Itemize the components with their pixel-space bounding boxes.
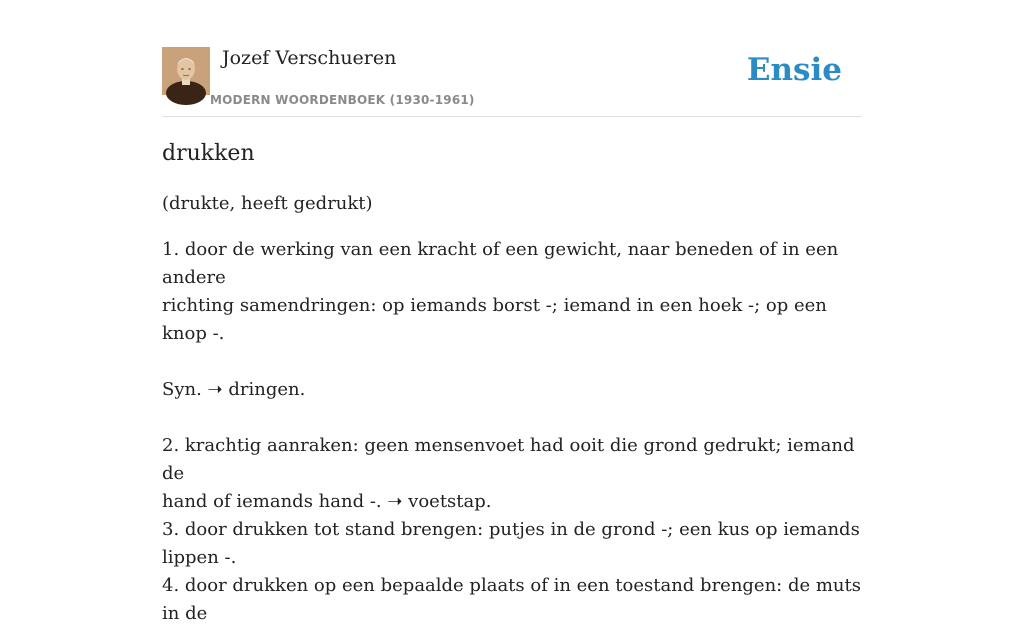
ensie-logo[interactable]: Ensie [746,52,842,88]
definition-line: 1. door de werking van een kracht of een gewicht, naar beneden of in een andere [162,239,839,288]
header [162,46,862,117]
portrait-image [162,47,210,95]
definition-line: Syn. ➝ dringen. [162,379,306,400]
definition-line: 4. door drukken op een bepaalde plaats of in een toestand brengen: de muts in de [162,575,861,624]
entry-definition [162,236,867,628]
definition-line: richting samendringen: op iemands borst -; iemand in een hoek -; op een knop -. [162,295,827,344]
definition-spacer [162,348,867,376]
definition-spacer [162,404,867,432]
definition-line: hand of iemands hand -. ➝ voetstap. [162,491,492,512]
definition-line: 2. krachtig aanraken: geen mensenvoet had ooit die grond gedrukt; iemand de [162,435,855,484]
source-label[interactable]: MODERN WOORDENBOEK (1930-1961) [210,93,475,107]
entry-grammar: (drukte, heeft gedrukt) [162,193,373,214]
entry-term: drukken [162,141,255,166]
definition-line: lippen -. [162,547,237,568]
entry-content [162,140,867,628]
author-name[interactable]: Jozef Verschueren [222,47,397,69]
definition-line: 3. door drukken tot stand brengen: putjes in de grond -; een kus op iemands [162,519,860,540]
author-avatar[interactable] [162,47,210,95]
